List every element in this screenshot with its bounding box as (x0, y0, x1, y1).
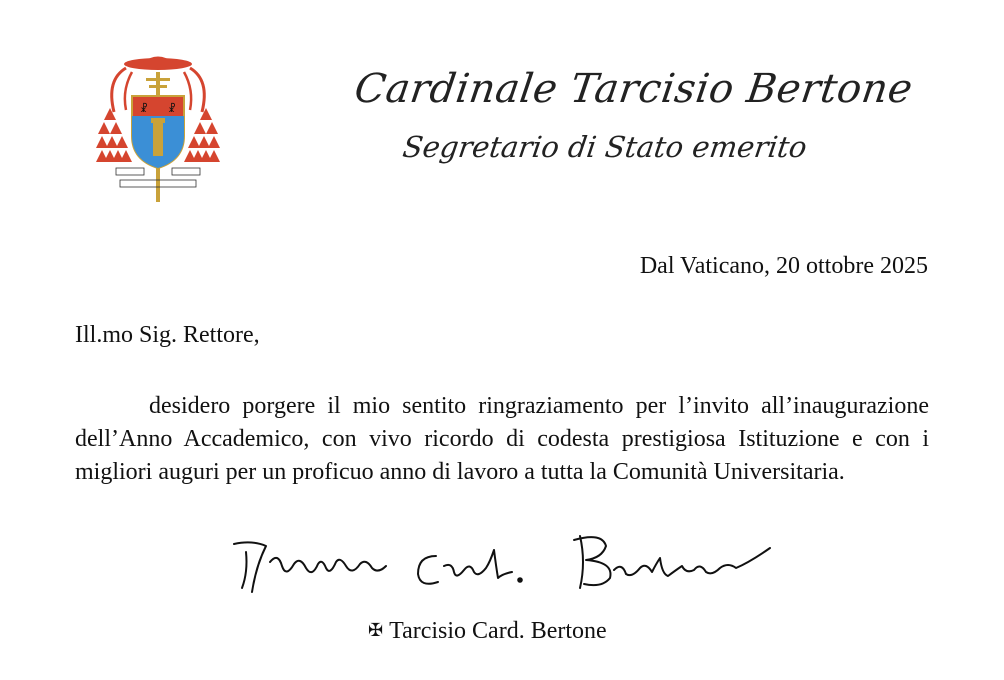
svg-text:☧: ☧ (140, 104, 148, 115)
letterhead-title: Segretario di Stato emerito (400, 130, 810, 164)
svg-text:☧: ☧ (168, 104, 176, 115)
letter-body: desidero porgere il mio sentito ringraziamento per l’invito all’inaugurazione dell’Anno Accademico, con vivo ricordo di codesta prestigiosa Istituzione e con i migliori auguri per un proficuo anno di lavoro a tutta la Comunità Universitaria. (75, 393, 929, 485)
letter-date: Dal Vaticano, 20 ottobre 2025 (639, 253, 928, 279)
handwritten-signature (222, 522, 780, 608)
letter-salutation: Ill.mo Sig. Rettore, (75, 322, 260, 348)
cross-icon: ✠ (368, 620, 384, 640)
coat-of-arms-icon (96, 50, 220, 205)
signer-name-line (368, 618, 607, 645)
letterhead-name: Cardinale Tarcisio Bertone (351, 66, 916, 112)
signer-name: Tarcisio Card. Bertone (389, 618, 607, 644)
